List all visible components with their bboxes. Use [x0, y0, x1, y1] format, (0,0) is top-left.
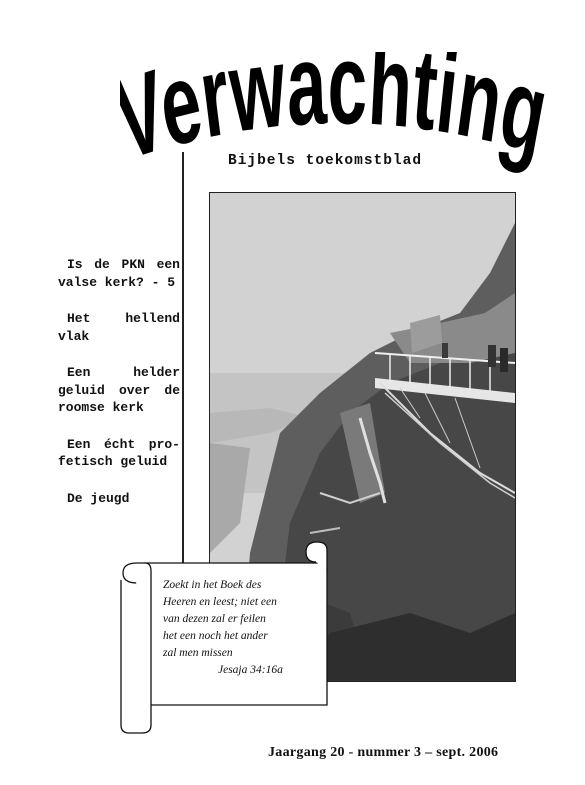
masthead-logo — [120, 52, 560, 192]
toc-item-rest: vlak — [58, 328, 90, 344]
toc-item-first: Een helder — [67, 365, 180, 380]
masthead-title: erwachtin — [151, 52, 523, 173]
quote-line: Heeren en leest; niet een — [163, 596, 277, 608]
toc-item-rest: pro- fetisch geluid — [58, 436, 180, 469]
quote-scroll — [120, 540, 335, 735]
masthead-subtitle: Bijbels toekomstblad — [228, 153, 423, 169]
toc-item — [58, 310, 180, 345]
toc-item — [58, 364, 180, 417]
toc-item-rest: geluid over de roomse kerk — [58, 382, 180, 415]
toc-item-first: De jeugd — [67, 490, 130, 506]
quote-line: zal men missen — [163, 647, 233, 659]
toc-item-first: Een écht — [67, 436, 136, 452]
toc-item-first: Het hellend — [67, 311, 180, 326]
toc-item-first: Is de PKN — [67, 257, 145, 272]
toc-item — [58, 436, 180, 471]
masthead — [120, 52, 560, 192]
column-divider — [182, 152, 184, 567]
quote-line: Zoekt in het Boek des — [163, 579, 262, 591]
toc-item — [58, 256, 180, 291]
toc-item — [58, 490, 180, 508]
quote-line: van dezen zal er feilen — [163, 613, 266, 625]
quote-reference: Jesaja 34:16a — [218, 664, 283, 676]
toc-item-rest: een valse kerk? - 5 — [58, 257, 180, 290]
table-of-contents — [58, 256, 180, 526]
issue-info: Jaargang 20 - nummer 3 – sept. 2006 — [268, 745, 499, 760]
quote — [163, 577, 323, 679]
quote-line: het een noch het ander — [163, 630, 268, 642]
